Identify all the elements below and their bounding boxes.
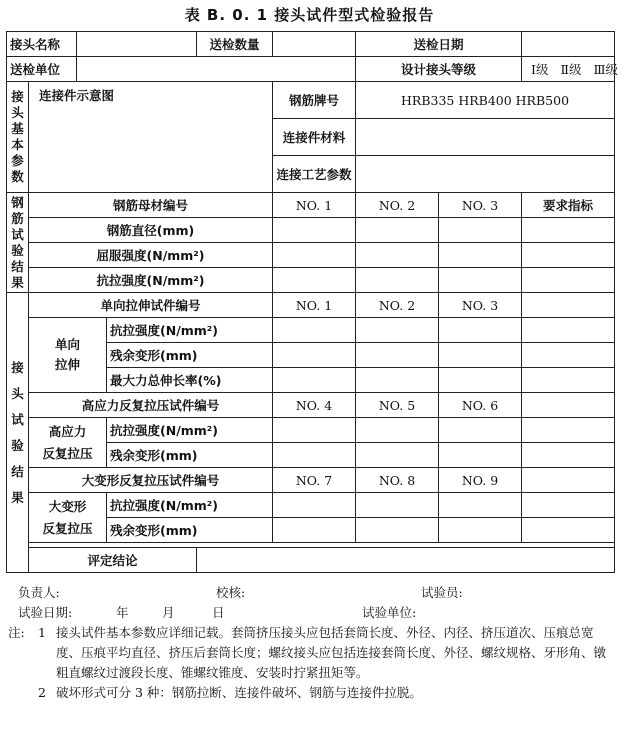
- large-def-residual-label: 残余变形(mm): [107, 518, 273, 543]
- cell[interactable]: [439, 218, 522, 243]
- row-rebar-yield: [7, 243, 615, 268]
- connector-diagram-area: [29, 82, 273, 193]
- test-report-table: [6, 31, 619, 573]
- note-1: [8, 623, 614, 683]
- cell[interactable]: [522, 243, 615, 268]
- note-1-num: 1: [38, 625, 46, 640]
- rebar-test-section-label: 钢 筋 试 验 结 果: [7, 193, 29, 293]
- note-2: [8, 683, 614, 703]
- large-def-no-9: NO. 9: [439, 468, 522, 493]
- cell[interactable]: [522, 468, 615, 493]
- submit-qty-value[interactable]: [273, 32, 356, 57]
- cell[interactable]: [356, 493, 439, 518]
- row-large-def-no: [7, 468, 615, 493]
- base-material-no-label: 钢筋母材编号: [29, 193, 273, 218]
- cell[interactable]: [273, 318, 356, 343]
- row-uniaxial-no: [7, 293, 615, 318]
- cell[interactable]: [356, 243, 439, 268]
- grade-options: [522, 57, 619, 82]
- high-stress-no-4: NO. 4: [273, 393, 356, 418]
- basic-params-section-label: 接 头 基 本 参 数: [7, 82, 29, 193]
- cell[interactable]: [439, 343, 522, 368]
- cell[interactable]: [273, 268, 356, 293]
- large-def-tensile-label: 抗拉强度(N/mm²): [107, 493, 273, 518]
- cell[interactable]: [522, 218, 615, 243]
- uniaxial-no-1: NO. 1: [273, 293, 356, 318]
- grade-3[interactable]: Ⅲ级: [593, 62, 619, 77]
- row-submit-unit: [7, 57, 615, 82]
- day-label: 日: [212, 605, 225, 620]
- grade-2[interactable]: Ⅱ级: [560, 62, 582, 77]
- cell[interactable]: [273, 493, 356, 518]
- rebar-no-1: NO. 1: [273, 193, 356, 218]
- uniaxial-no-label: 单向拉伸试件编号: [29, 293, 273, 318]
- rebar-grade-label: 钢筋牌号: [273, 82, 356, 119]
- cell[interactable]: [522, 318, 615, 343]
- cell[interactable]: [439, 518, 522, 543]
- note-2-text: 破坏形式可分 3 种：钢筋拉断、连接件破坏、钢筋与连接件拉脱。: [56, 685, 422, 700]
- conclusion-value[interactable]: [197, 548, 615, 573]
- row-basic-1: [7, 82, 615, 119]
- submit-date-value[interactable]: [522, 32, 615, 57]
- form-title: 表 B. 0. 1 接头试件型式检验报告: [184, 6, 435, 24]
- conclusion-label: 评定结论: [29, 548, 197, 573]
- cell[interactable]: [356, 443, 439, 468]
- tester-label: 试验员:: [421, 585, 463, 600]
- cell[interactable]: [522, 518, 615, 543]
- high-stress-residual-label: 残余变形(mm): [107, 443, 273, 468]
- cell[interactable]: [439, 368, 522, 393]
- cell[interactable]: [356, 368, 439, 393]
- signature-row: [8, 583, 614, 603]
- process-params-value[interactable]: [356, 156, 615, 193]
- row-high-stress-tensile: [7, 418, 615, 443]
- cell[interactable]: [356, 318, 439, 343]
- high-stress-group-label: 高应力 反复拉压: [29, 418, 107, 468]
- cell[interactable]: [522, 418, 615, 443]
- cell[interactable]: [439, 268, 522, 293]
- tensile-strength-label: 抗拉强度(N/mm²): [29, 268, 273, 293]
- joint-name-label: 接头名称: [7, 32, 77, 57]
- submit-unit-label: 送检单位: [7, 57, 77, 82]
- row-rebar-tensile: [7, 268, 615, 293]
- cell[interactable]: [439, 418, 522, 443]
- note-label: 注:: [8, 625, 25, 640]
- cell[interactable]: [273, 218, 356, 243]
- rebar-no-2: NO. 2: [356, 193, 439, 218]
- cell[interactable]: [522, 268, 615, 293]
- requirement-label: 要求指标: [522, 193, 615, 218]
- large-def-group-label: 大变形 反复拉压: [29, 493, 107, 543]
- row-uniaxial-tensile: [7, 318, 615, 343]
- uniaxial-no-2: NO. 2: [356, 293, 439, 318]
- year-label: 年: [116, 605, 129, 620]
- row-rebar-diameter: [7, 218, 615, 243]
- rebar-no-3: NO. 3: [439, 193, 522, 218]
- high-stress-no-5: NO. 5: [356, 393, 439, 418]
- cell[interactable]: [356, 268, 439, 293]
- uniaxial-no-3: NO. 3: [439, 293, 522, 318]
- month-label: 月: [162, 605, 175, 620]
- report-footer: [8, 583, 614, 703]
- test-unit-label: 试验单位:: [362, 605, 417, 620]
- cell[interactable]: [273, 343, 356, 368]
- joint-test-section-label: 接 头 试 验 结 果: [7, 293, 29, 573]
- large-def-no-7: NO. 7: [273, 468, 356, 493]
- cell[interactable]: [439, 443, 522, 468]
- cell[interactable]: [273, 243, 356, 268]
- cell[interactable]: [522, 343, 615, 368]
- row-large-def-tensile: [7, 493, 615, 518]
- row-high-stress-no: [7, 393, 615, 418]
- row-joint-name: [7, 32, 615, 57]
- cell[interactable]: [273, 418, 356, 443]
- submit-qty-label: 送检数量: [197, 32, 273, 57]
- cell[interactable]: [439, 493, 522, 518]
- large-def-no-label: 大变形反复拉压试件编号: [29, 468, 273, 493]
- rebar-diameter-label: 钢筋直径(mm): [29, 218, 273, 243]
- cell[interactable]: [273, 443, 356, 468]
- submit-unit-value[interactable]: [77, 57, 356, 82]
- cell[interactable]: [356, 518, 439, 543]
- submit-date-label: 送检日期: [356, 32, 522, 57]
- cell[interactable]: [356, 418, 439, 443]
- cell[interactable]: [439, 243, 522, 268]
- joint-name-value[interactable]: [77, 32, 197, 57]
- responsible-label: 负责人:: [18, 585, 60, 600]
- reviewer-label: 校核:: [216, 585, 246, 600]
- diagram-label: 连接件示意图: [39, 88, 115, 103]
- row-conclusion: [7, 548, 615, 573]
- uniaxial-tensile-label: 抗拉强度(N/mm²): [107, 318, 273, 343]
- high-stress-no-label: 高应力反复拉压试件编号: [29, 393, 273, 418]
- large-def-no-8: NO. 8: [356, 468, 439, 493]
- uniaxial-group-label: 单向 拉伸: [29, 318, 107, 393]
- high-stress-no-6: NO. 6: [439, 393, 522, 418]
- rebar-grade-value: HRB335 HRB400 HRB500: [356, 82, 615, 119]
- process-params-label: 连接工艺参数: [273, 156, 356, 193]
- cell[interactable]: [522, 393, 615, 418]
- cell[interactable]: [522, 368, 615, 393]
- connector-material-label: 连接件材料: [273, 119, 356, 156]
- row-rebar-no: [7, 193, 615, 218]
- design-grade-label: 设计接头等级: [356, 57, 522, 82]
- date-row: [8, 603, 614, 623]
- grade-1[interactable]: Ⅰ级: [531, 62, 549, 77]
- test-date-label: 试验日期:: [18, 605, 73, 620]
- cell[interactable]: [439, 318, 522, 343]
- uniaxial-residual-label: 残余变形(mm): [107, 343, 273, 368]
- high-stress-tensile-label: 抗拉强度(N/mm²): [107, 418, 273, 443]
- uniaxial-elongation-label: 最大力总伸长率(%): [107, 368, 273, 393]
- cell[interactable]: [522, 293, 615, 318]
- cell[interactable]: [522, 493, 615, 518]
- connector-material-value[interactable]: [356, 119, 615, 156]
- note-2-num: 2: [38, 685, 46, 700]
- cell[interactable]: [273, 518, 356, 543]
- cell[interactable]: [273, 368, 356, 393]
- note-1-text: 接头试件基本参数应详细记载。套筒挤压接头应包括套筒长度、外径、内径、挤压道次、压痕总宽度、压痕平均直径、挤压后套筒长度；螺纹接头应包括连接套筒长度、外径、螺纹规格、牙形角、镦粗直螺纹过渡段长度、锥螺纹锥度、安装时拧紧扭矩等。: [56, 625, 607, 680]
- yield-strength-label: 屈服强度(N/mm²): [29, 243, 273, 268]
- cell[interactable]: [522, 443, 615, 468]
- cell[interactable]: [356, 343, 439, 368]
- cell[interactable]: [356, 218, 439, 243]
